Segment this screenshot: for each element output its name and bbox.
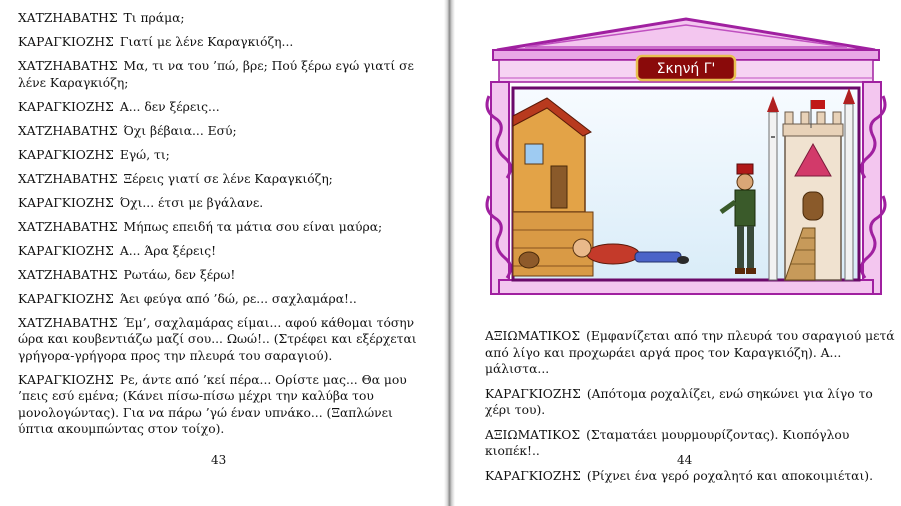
dialogue-text: (Σταματάει μουρμουρίζοντας). Κιοπόγλου κιοπέκ!.. xyxy=(485,427,850,458)
speaker-name: ΚΑΡΑΓΚΙΟΖΗΣ xyxy=(485,386,581,401)
dialogue-text: (Εμφανίζεται από την πλευρά του σαραγιού μετά από λίγο και προχωράει αργά προς τον Καραγκιόζη). Α... μάλιστα... xyxy=(485,329,895,376)
dialogue-text: Έμ’, σαχλαμάρας είμαι... αφού κάθομαι τόσην ώρα και κουβεντιάζω μαζί σου... Ωωώ!.. (Στρέφει και εξέρχεται γρήγορα-γρήγορα προς την πλευρά του σαραγιού). xyxy=(18,315,417,363)
officer-figure xyxy=(737,164,753,174)
dialogue-line xyxy=(18,10,426,27)
dialogue-text: Α... δεν ξέρεις... xyxy=(119,99,220,114)
dialogue-line xyxy=(18,171,426,188)
dialogue-column-left xyxy=(18,10,426,445)
dialogue-line xyxy=(18,291,426,308)
speaker-name: ΚΑΡΑΓΚΙΟΖΗΣ xyxy=(18,147,114,162)
dialogue-line xyxy=(18,372,426,438)
speaker-name: ΚΑΡΑΓΚΙΟΖΗΣ xyxy=(485,468,581,483)
stage-svg xyxy=(485,16,887,304)
dialogue-line xyxy=(18,34,426,51)
dialogue-line xyxy=(485,468,895,485)
dialogue-text: Όχι... έτσι με βγάλανε. xyxy=(119,195,264,210)
speaker-name: ΧΑΤΖΗΑΒΑΤΗΣ xyxy=(18,59,118,73)
dialogue-line xyxy=(18,315,426,365)
book-gutter xyxy=(444,0,455,506)
speaker-name: ΧΑΤΖΗΑΒΑΤΗΣ xyxy=(18,171,118,186)
dialogue-text: (Απότομα ροχαλίζει, ενώ σηκώνει για λίγο το χέρι του). xyxy=(485,386,873,417)
dialogue-line xyxy=(18,58,426,91)
flag xyxy=(811,100,825,109)
dialogue-text: Ρωτάω, δεν ξέρω! xyxy=(123,267,236,282)
speaker-name: ΧΑΤΖΗΑΒΑΤΗΣ xyxy=(18,11,118,25)
dialogue-line xyxy=(485,328,895,378)
speaker-name: ΚΑΡΑΓΚΙΟΖΗΣ xyxy=(18,35,114,49)
dialogue-line xyxy=(18,123,426,140)
speaker-name: ΑΞΙΩΜΑΤΙΚΟΣ xyxy=(485,427,581,442)
minaret-right xyxy=(845,104,853,280)
dialogue-text: Εγώ, τι; xyxy=(119,147,170,162)
dialogue-text: (Ρίχνει ένα γερό ροχαλητό και αποκοιμιέται). xyxy=(586,468,873,483)
dialogue-line xyxy=(18,195,426,212)
stage-right-frame xyxy=(863,82,881,294)
dialogue-line xyxy=(18,147,426,164)
dialogue-text: Άει φεύγα από ’δώ, ρε... σαχλαμάρα!.. xyxy=(119,291,357,306)
speaker-name: ΧΑΤΖΗΑΒΑΤΗΣ xyxy=(18,219,118,234)
dialogue-text: Τι πράμα; xyxy=(123,11,185,25)
stage-pediment xyxy=(497,19,875,50)
left-page xyxy=(0,0,444,506)
dialogue-text: Ρε, άντε από ’κεί πέρα... Ορίστε μας... Θα μου ’πεις εσύ εμένα; (Κάνει πίσω-πίσω μέχρι την καλύβα του μονολογώντας). Για να πάρω ’γώ έναν υπνάκο... (Ξαπλώνει ύπτια ακουμπώντας στον τοίχο). xyxy=(18,372,407,436)
speaker-name: ΚΑΡΑΓΚΙΟΖΗΣ xyxy=(18,99,114,114)
dialogue-line xyxy=(18,219,426,236)
shadow-theatre-illustration xyxy=(485,16,887,304)
dialogue-line xyxy=(18,99,426,116)
page-number: 44 xyxy=(677,453,693,467)
speaker-name: ΧΑΤΖΗΑΒΑΤΗΣ xyxy=(18,315,118,330)
speaker-name: ΚΑΡΑΓΚΙΟΖΗΣ xyxy=(18,291,114,306)
speaker-name: ΚΑΡΑΓΚΙΟΖΗΣ xyxy=(18,195,114,210)
dialogue-column-right xyxy=(485,328,895,492)
speaker-name: ΚΑΡΑΓΚΙΟΖΗΣ xyxy=(18,243,114,258)
speaker-name: ΧΑΤΖΗΑΒΑΤΗΣ xyxy=(18,123,118,138)
dialogue-text: Μήπως επειδή τα μάτια σου είναι μαύρα; xyxy=(123,219,383,234)
scene-title: Σκηνή Γ' xyxy=(656,61,716,77)
karagiozis-figure xyxy=(587,244,639,264)
page-number: 43 xyxy=(211,453,227,467)
stage-left-frame xyxy=(491,82,509,294)
dialogue-line xyxy=(485,386,895,419)
dialogue-text: Μα, τι να του ’πώ, βρε; Πού ξέρω εγώ γιατί σε λένε Καραγκιόζη; xyxy=(18,59,414,90)
dialogue-text: Γιατί με λένε Καραγκιόζη... xyxy=(119,35,294,49)
speaker-name: ΚΑΡΑΓΚΙΟΖΗΣ xyxy=(18,372,114,387)
speaker-name: ΑΞΙΩΜΑΤΙΚΟΣ xyxy=(485,329,581,343)
dialogue-line xyxy=(18,243,426,260)
dialogue-text: Α... Άρα ξέρεις! xyxy=(119,243,217,258)
dialogue-text: Ξέρεις γιατί σε λένε Καραγκιόζη; xyxy=(123,171,333,186)
dialogue-line xyxy=(18,267,426,284)
speaker-name: ΧΑΤΖΗΑΒΑΤΗΣ xyxy=(18,267,118,282)
right-page xyxy=(455,0,901,506)
dialogue-text: Όχι βέβαια... Εσύ; xyxy=(123,123,237,138)
